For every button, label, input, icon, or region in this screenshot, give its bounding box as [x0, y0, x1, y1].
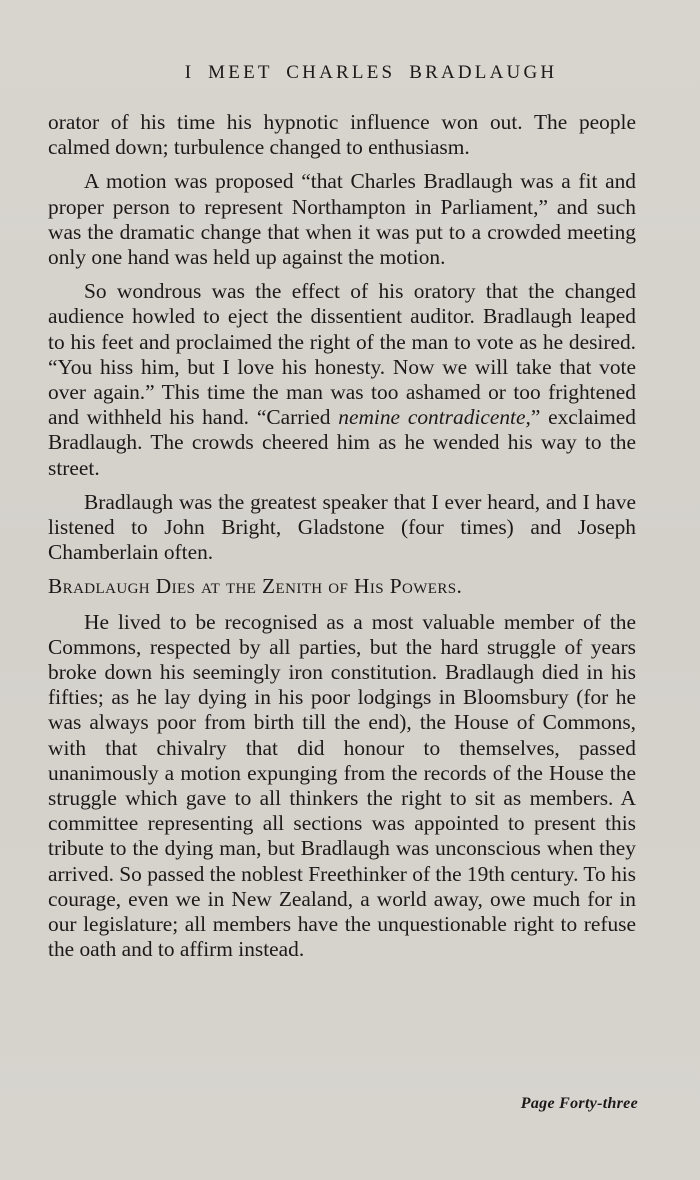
- section-heading: Bradlaugh Dies at the Zenith of His Powers.: [48, 574, 463, 599]
- paragraph-greatest-speaker: Bradlaugh was the greatest speaker that I ever heard, and I have listened to John Bright, Gladstone (four times) and Joseph Chamberlain often.: [48, 489, 636, 565]
- paragraph-vote-after: ” exclaimed Bradlaugh. The crowds cheered him as he wended his way to the street.: [48, 405, 636, 480]
- page-number: Page Forty-three: [520, 1095, 638, 1112]
- latin-phrase: nemine contradicente,: [338, 405, 531, 430]
- paragraph-death: He lived to be recognised as a most valuable member of the Commons, respected by all parties, but the hard struggle of years broke down his seemingly iron constitution. Bradlaugh died in his fifties; as he lay dying in his poor lodgings in Bloomsbury (for he was always poor from birth till the end), the House of Commons, with that chivalry that did honour to themselves, passed unanimously a motion expunging from the records of the House the struggle which gave to all thinkers the right to sit as members. A committee representing all sections was appointed to present this tribute to the dying man, but Bradlaugh was unconscious when they arrived. So passed the noblest Freethinker of the 19th century. To his courage, even we in New Zealand, a world away, owe much for in our legislature; all members have the unquestionable right to refuse the oath and to affirm instead.: [48, 609, 636, 962]
- paragraph-continuation: orator of his time his hypnotic influence won out. The people calmed down; turbulence changed to enthusiasm.: [48, 110, 636, 160]
- paragraph-motion: A motion was proposed “that Charles Bradlaugh was a fit and proper person to represent Northampton in Parliament,” and such was the dramatic change that when it was put to a crowded meeting only one hand was held up against the motion.: [48, 169, 636, 270]
- paragraph-vote-before: So wondrous was the effect of his oratory that the changed audience howled to eject the dissentient auditor. Bradlaugh leaped to his feet and proclaimed the right of the man to vote as he desired. “You hiss him, but I love his honesty. Now we will take that vote over again.” This time the man was too ashamed or too frightened and withheld his hand. “Carried: [48, 279, 636, 430]
- body-text: [48, 110, 636, 972]
- paragraph-vote: [48, 279, 636, 481]
- running-head: I MEET CHARLES BRADLAUGH: [184, 62, 558, 83]
